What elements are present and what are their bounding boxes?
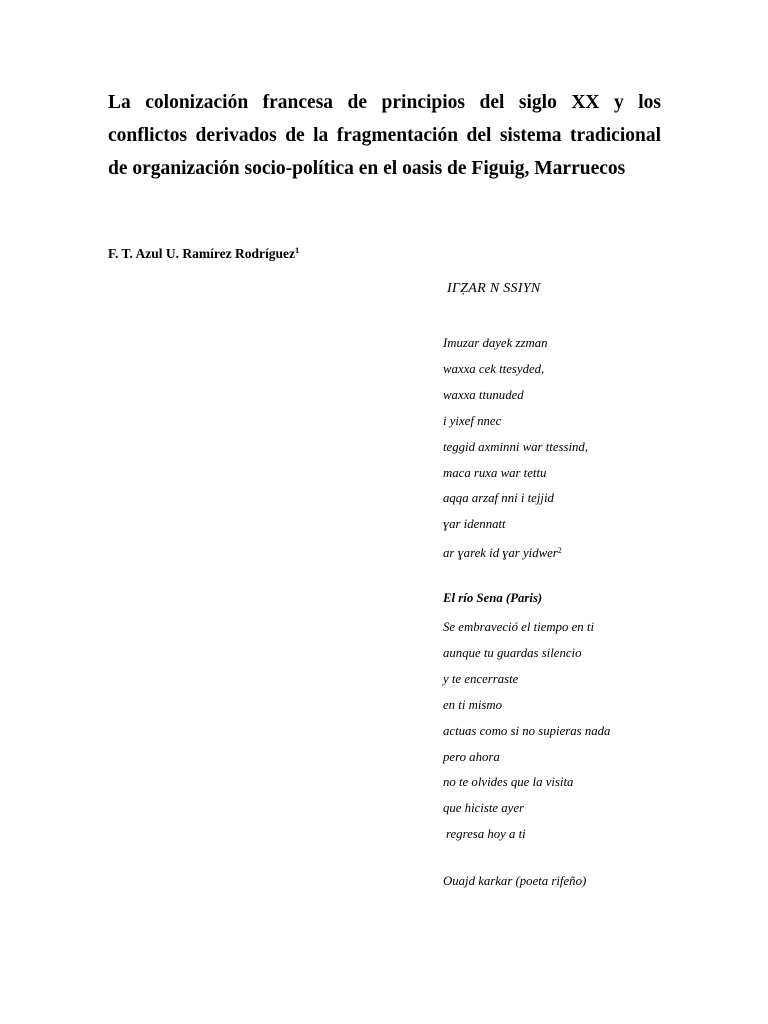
poem-line: teggid axminni war ttessind, <box>443 439 589 454</box>
document-title <box>108 86 661 185</box>
poem-line: Imuzar dayek zzman <box>443 336 548 350</box>
poem-line: pero ahora <box>443 749 500 764</box>
poem-line: maca ruxa war tettu <box>443 465 547 480</box>
poem-line-text: ar ɣarek id ɣar yidwer <box>443 546 558 561</box>
poem-line-last <box>443 538 588 567</box>
poem-line: i yixef nnec <box>443 413 502 428</box>
title-line-1: La colonización francesa de principios del siglo XX y los <box>108 92 661 113</box>
poem-line: que hiciste ayer <box>443 801 525 816</box>
poem-line: actuas como si no supieras nada <box>443 723 611 738</box>
poem-line: aqqa arzaf nni i tejjid <box>443 491 554 506</box>
spanish-poem-title: El río Sena (Paris) <box>443 591 543 605</box>
poem-line: waxxa cek ttesyded, <box>443 361 545 376</box>
poem-line: waxxa ttunuded <box>443 387 524 402</box>
spanish-poem-lines <box>443 615 610 848</box>
author-name: F. T. Azul U. Ramírez Rodríguez <box>108 246 295 261</box>
poem-line: y te encerraste <box>443 671 519 686</box>
poem-line: Se embraveció el tiempo en ti <box>443 620 595 634</box>
title-line-3: de organización socio-política en el oasis de Figuig, Marruecos <box>108 158 626 179</box>
poem-line: ɣar idennatt <box>443 517 506 532</box>
poem-footnote-marker: 2 <box>557 546 562 556</box>
poem-line: no te olvides que la visita <box>443 775 574 790</box>
poem-line: aunque tu guardas silencio <box>443 645 582 660</box>
poem-attribution: Ouajd karkar (poeta rifeño) <box>443 874 587 888</box>
title-line-2: conflictos derivados de la fragmentación del sistema tradicional <box>108 125 661 146</box>
amazigh-poem-title: IΓẒAR N SSIYN <box>447 281 541 296</box>
author-footnote-marker: 1 <box>295 245 300 255</box>
amazigh-poem-lines <box>443 331 588 567</box>
author-line <box>108 245 299 262</box>
poem-line: en ti mismo <box>443 697 503 712</box>
poem-line: regresa hoy a ti <box>446 827 526 842</box>
